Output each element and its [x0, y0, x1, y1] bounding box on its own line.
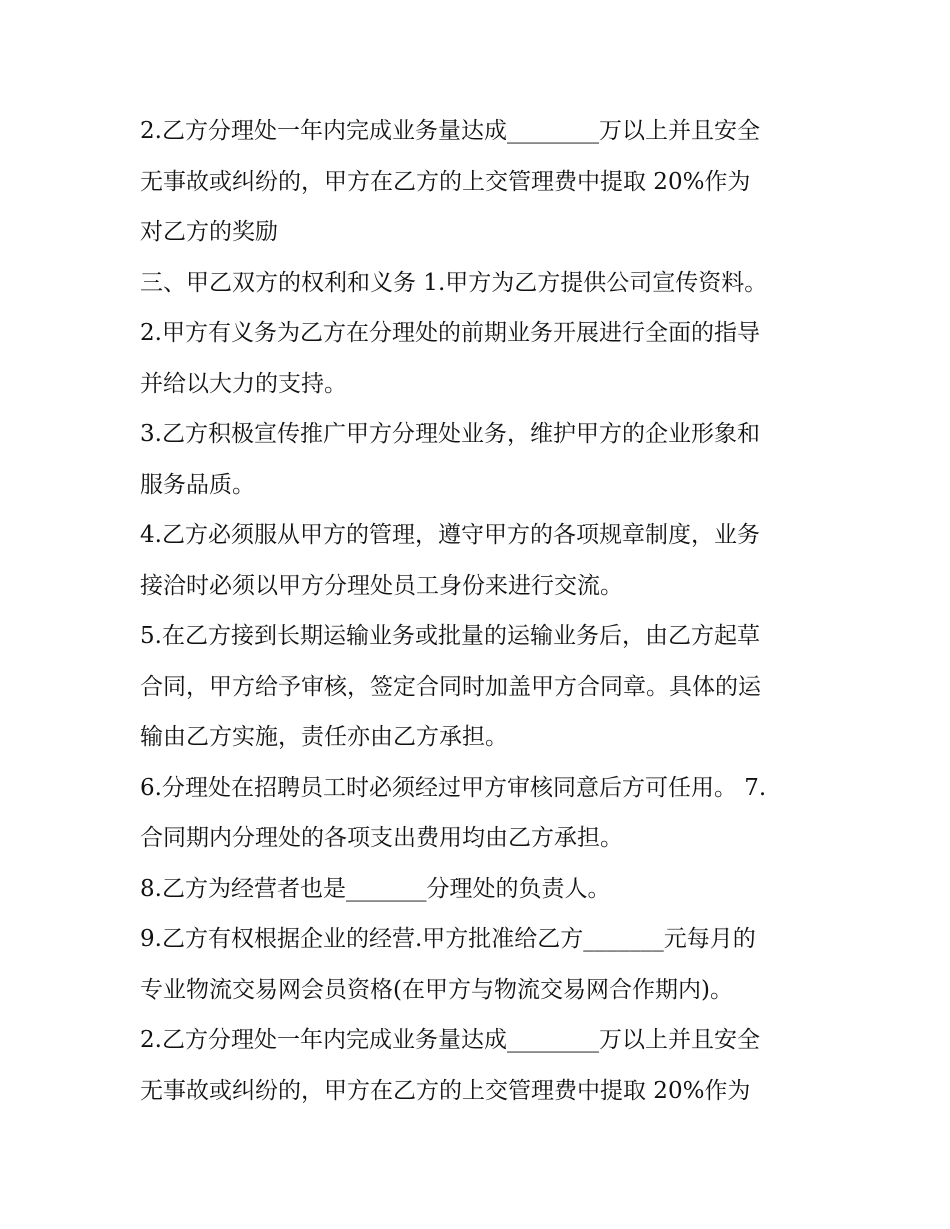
text-line: 2.乙方分理处一年内完成业务量达成________万以上并且安全	[140, 1027, 760, 1053]
text-line: 2.甲方有义务为乙方在分理处的前期业务开展进行全面的指导	[140, 320, 760, 346]
text-line: 合同期内分理处的各项支出费用均由乙方承担。	[140, 825, 623, 851]
text-line: 6.分理处在招聘员工时必须经过甲方审核同意后方可任用。 7.	[140, 774, 767, 801]
text-line: 无事故或纠纷的，甲方在乙方的上交管理费中提取 20%作为	[140, 1077, 751, 1104]
text-line: 无事故或纠纷的，甲方在乙方的上交管理费中提取 20%作为	[140, 168, 751, 195]
text-line: 合同，甲方给予审核，签定合同时加盖甲方合同章。具体的运	[140, 673, 761, 700]
text-line: 8.乙方为经营者也是_______分理处的负责人。	[140, 875, 611, 902]
text-line: 5.在乙方接到长期运输业务或批量的运输业务后，由乙方起草	[140, 623, 760, 649]
text-line: 专业物流交易网会员资格(在甲方与物流交易网合作期内)。	[140, 976, 733, 1003]
text-line: 并给以大力的支持。	[140, 370, 347, 397]
text-line: 2.乙方分理处一年内完成业务量达成________万以上并且安全	[140, 118, 760, 144]
text-line: 9.乙方有权根据企业的经营.甲方批准给乙方_______元每月的	[140, 926, 756, 952]
text-line: 对乙方的奖励	[140, 219, 278, 245]
text-line: 输由乙方实施，责任亦由乙方承担。	[140, 724, 508, 750]
text-line: 三、甲乙双方的权利和义务 1.甲方为乙方提供公司宣传资料。	[140, 269, 768, 296]
text-line: 接洽时必须以甲方分理处员工身份来进行交流。	[140, 572, 623, 599]
text-line: 服务品质。	[140, 471, 255, 498]
text-line: 4.乙方必须服从甲方的管理，遵守甲方的各项规章制度，业务	[140, 522, 760, 548]
text-line: 3.乙方积极宣传推广甲方分理处业务，维护甲方的企业形象和	[140, 421, 760, 447]
document-body	[140, 106, 840, 1116]
